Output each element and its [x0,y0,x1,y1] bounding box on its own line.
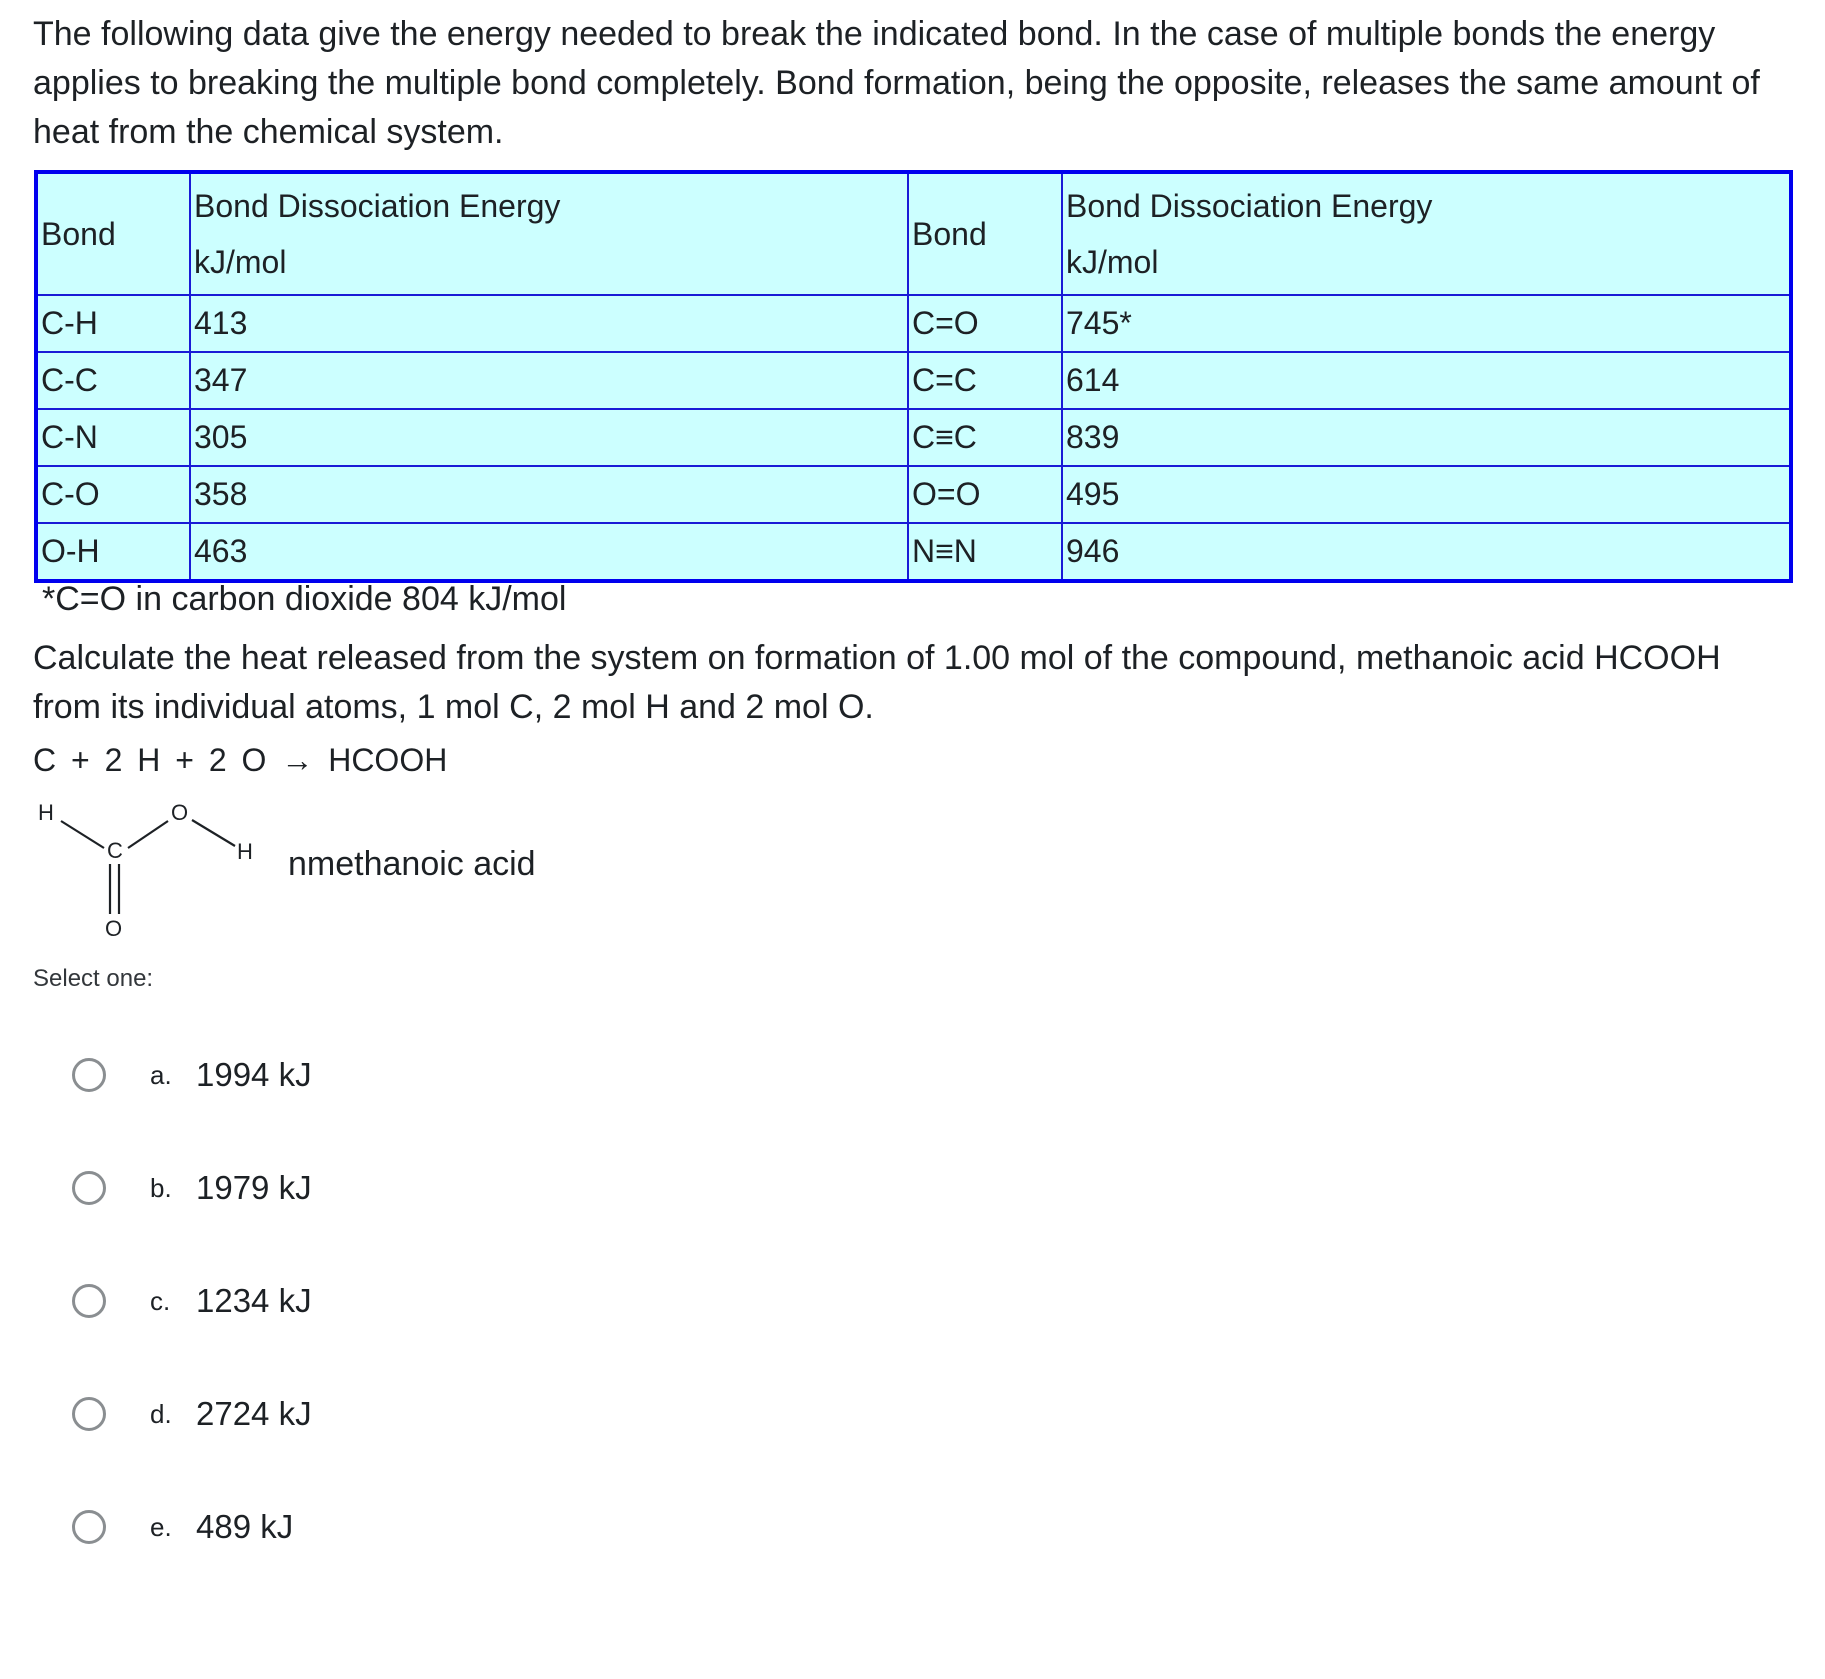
methanoic-acid-structure [30,796,260,946]
option-letter: b. [150,1172,172,1203]
option-text[interactable]: 1979 kJ [196,1169,312,1206]
table-row [36,466,1791,523]
bond-cell: C-C [36,352,190,409]
energy-cell: 413 [190,295,908,352]
atom-h-left: H [38,800,54,825]
table-header-row [36,172,1791,295]
bond-cell: C=C [908,352,1062,409]
question-text: Calculate the heat released from the system on formation of 1.00 mol of the compound, methanoic acid HCOOH from its individual atoms, 1 mol C, 2 mol H and 2 mol O. [33,639,1721,726]
energy-cell: 347 [190,352,908,409]
energy-cell: 358 [190,466,908,523]
answer-option-e[interactable] [72,1502,293,1552]
radio-button[interactable] [72,1058,106,1092]
header-energy [190,172,908,295]
answer-option-d[interactable] [72,1389,312,1439]
bond-energy-table [34,170,1793,583]
table-row [36,409,1791,466]
bond-cell: C=O [908,295,1062,352]
radio-button[interactable] [72,1171,106,1205]
header-energy-title: Bond Dissociation Energy [1066,188,1433,224]
header-bond: Bond [908,172,1062,295]
bond-cell: O=O [908,466,1062,523]
energy-cell: 946 [1062,523,1791,581]
answer-option-c[interactable] [72,1276,312,1326]
bond-cell: N≡N [908,523,1062,581]
bond-cell: C≡C [908,409,1062,466]
intro-text: The following data give the energy needed to break the indicated bond. In the case of multiple bonds the energy applies to breaking the multiple bond completely. Bond formation, being the opposite, releases the same amount of heat from the chemical system. [33,15,1760,151]
option-letter: d. [150,1398,172,1429]
option-text[interactable]: 489 kJ [196,1508,294,1545]
atom-c: C [107,838,123,863]
table-row [36,523,1791,581]
header-bond: Bond [36,172,190,295]
header-energy-title: Bond Dissociation Energy [194,188,561,224]
option-letter: a. [150,1059,172,1090]
bond-cell: C-O [36,466,190,523]
table-footnote: *C=O in carbon dioxide 804 kJ/mol [42,580,567,618]
option-text[interactable]: 1234 kJ [196,1282,312,1319]
energy-cell: 614 [1062,352,1791,409]
reaction-equation: C + 2 H + 2 O → HCOOH [33,742,448,778]
header-energy [1062,172,1791,295]
energy-cell: 463 [190,523,908,581]
table-row [36,352,1791,409]
table-row [36,295,1791,352]
option-text[interactable]: 1994 kJ [196,1056,312,1093]
bond-c-o [128,821,168,848]
select-one-label: Select one: [33,965,154,992]
energy-cell: 305 [190,409,908,466]
header-energy-unit: kJ/mol [1066,244,1159,280]
atom-o-top: O [171,800,189,825]
answer-option-a[interactable] [72,1050,312,1100]
energy-cell: 745* [1062,295,1791,352]
radio-button[interactable] [72,1397,106,1431]
bond-o-h [192,820,235,846]
bond-cell: C-H [36,295,190,352]
energy-cell: 839 [1062,409,1791,466]
bond-h-c [61,821,104,848]
energy-cell: 495 [1062,466,1791,523]
radio-button[interactable] [72,1284,106,1318]
bond-cell: C-N [36,409,190,466]
option-text[interactable]: 2724 kJ [196,1395,312,1432]
option-letter: c. [150,1285,171,1316]
answer-option-b[interactable] [72,1163,312,1213]
option-letter: e. [150,1511,172,1542]
header-energy-unit: kJ/mol [194,244,287,280]
atom-o-bottom: O [105,916,123,941]
atom-h-right: H [237,839,253,864]
bond-cell: O-H [36,523,190,581]
radio-button[interactable] [72,1510,106,1544]
compound-name: nmethanoic acid [288,845,536,883]
